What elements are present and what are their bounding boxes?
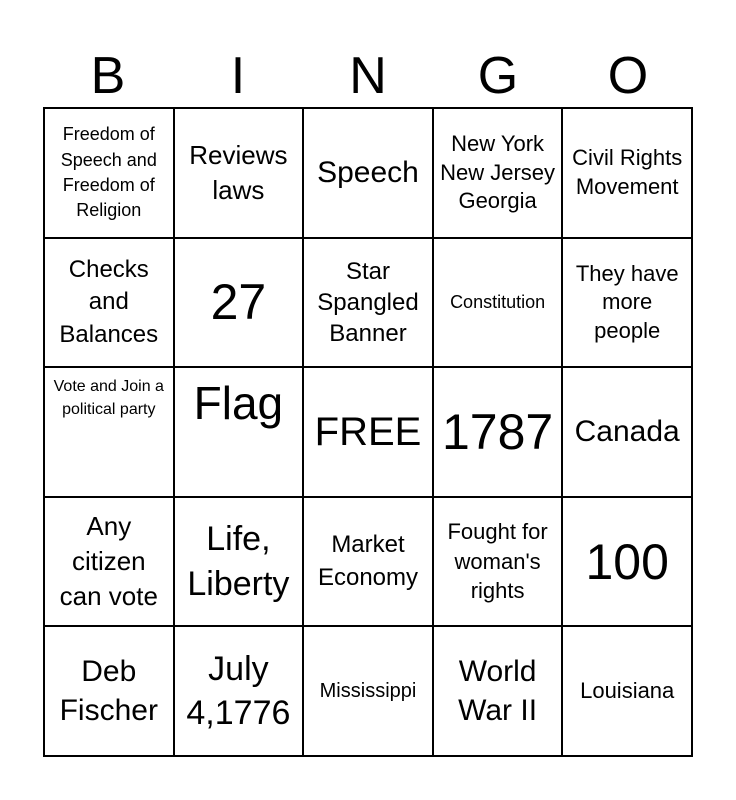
bingo-cell[interactable]: Constitution — [433, 238, 563, 368]
bingo-cell[interactable]: Speech — [303, 108, 433, 238]
bingo-cell[interactable]: 100 — [562, 497, 692, 627]
header-letter-i: I — [230, 47, 246, 105]
bingo-cell[interactable]: 27 — [174, 238, 304, 368]
bingo-cell[interactable]: 1787 — [433, 367, 563, 497]
bingo-cell[interactable]: New York New Jersey Georgia — [433, 108, 563, 238]
bingo-grid — [43, 107, 693, 757]
bingo-cell[interactable]: Flag — [174, 367, 304, 497]
header-letter-o: O — [607, 47, 649, 105]
free-space-cell[interactable]: FREE — [303, 367, 433, 497]
bingo-cell[interactable]: They have more people — [562, 238, 692, 368]
header-letter-b: B — [90, 47, 126, 105]
bingo-cell[interactable]: Star Spangled Banner — [303, 238, 433, 368]
bingo-cell[interactable]: World War II — [433, 626, 563, 756]
bingo-cell[interactable]: Mississippi — [303, 626, 433, 756]
bingo-cell[interactable]: Fought for woman's rights — [433, 497, 563, 627]
bingo-cell[interactable]: Reviews laws — [174, 108, 304, 238]
header-letter-n: N — [349, 47, 387, 105]
bingo-cell[interactable]: Market Economy — [303, 497, 433, 627]
bingo-cell[interactable]: Canada — [562, 367, 692, 497]
bingo-cell[interactable]: Vote and Join a political party — [44, 367, 174, 497]
bingo-header — [43, 44, 693, 108]
bingo-cell[interactable]: Freedom of Speech and Freedom of Religion — [44, 108, 174, 238]
bingo-cell[interactable]: Any citizen can vote — [44, 497, 174, 627]
bingo-cell[interactable]: Louisiana — [562, 626, 692, 756]
bingo-cell[interactable]: Civil Rights Movement — [562, 108, 692, 238]
bingo-cell[interactable]: Life, Liberty — [174, 497, 304, 627]
header-letter-g: G — [477, 47, 519, 105]
bingo-cell[interactable]: Checks and Balances — [44, 238, 174, 368]
bingo-cell[interactable]: July 4,1776 — [174, 626, 304, 756]
bingo-cell[interactable]: Deb Fischer — [44, 626, 174, 756]
